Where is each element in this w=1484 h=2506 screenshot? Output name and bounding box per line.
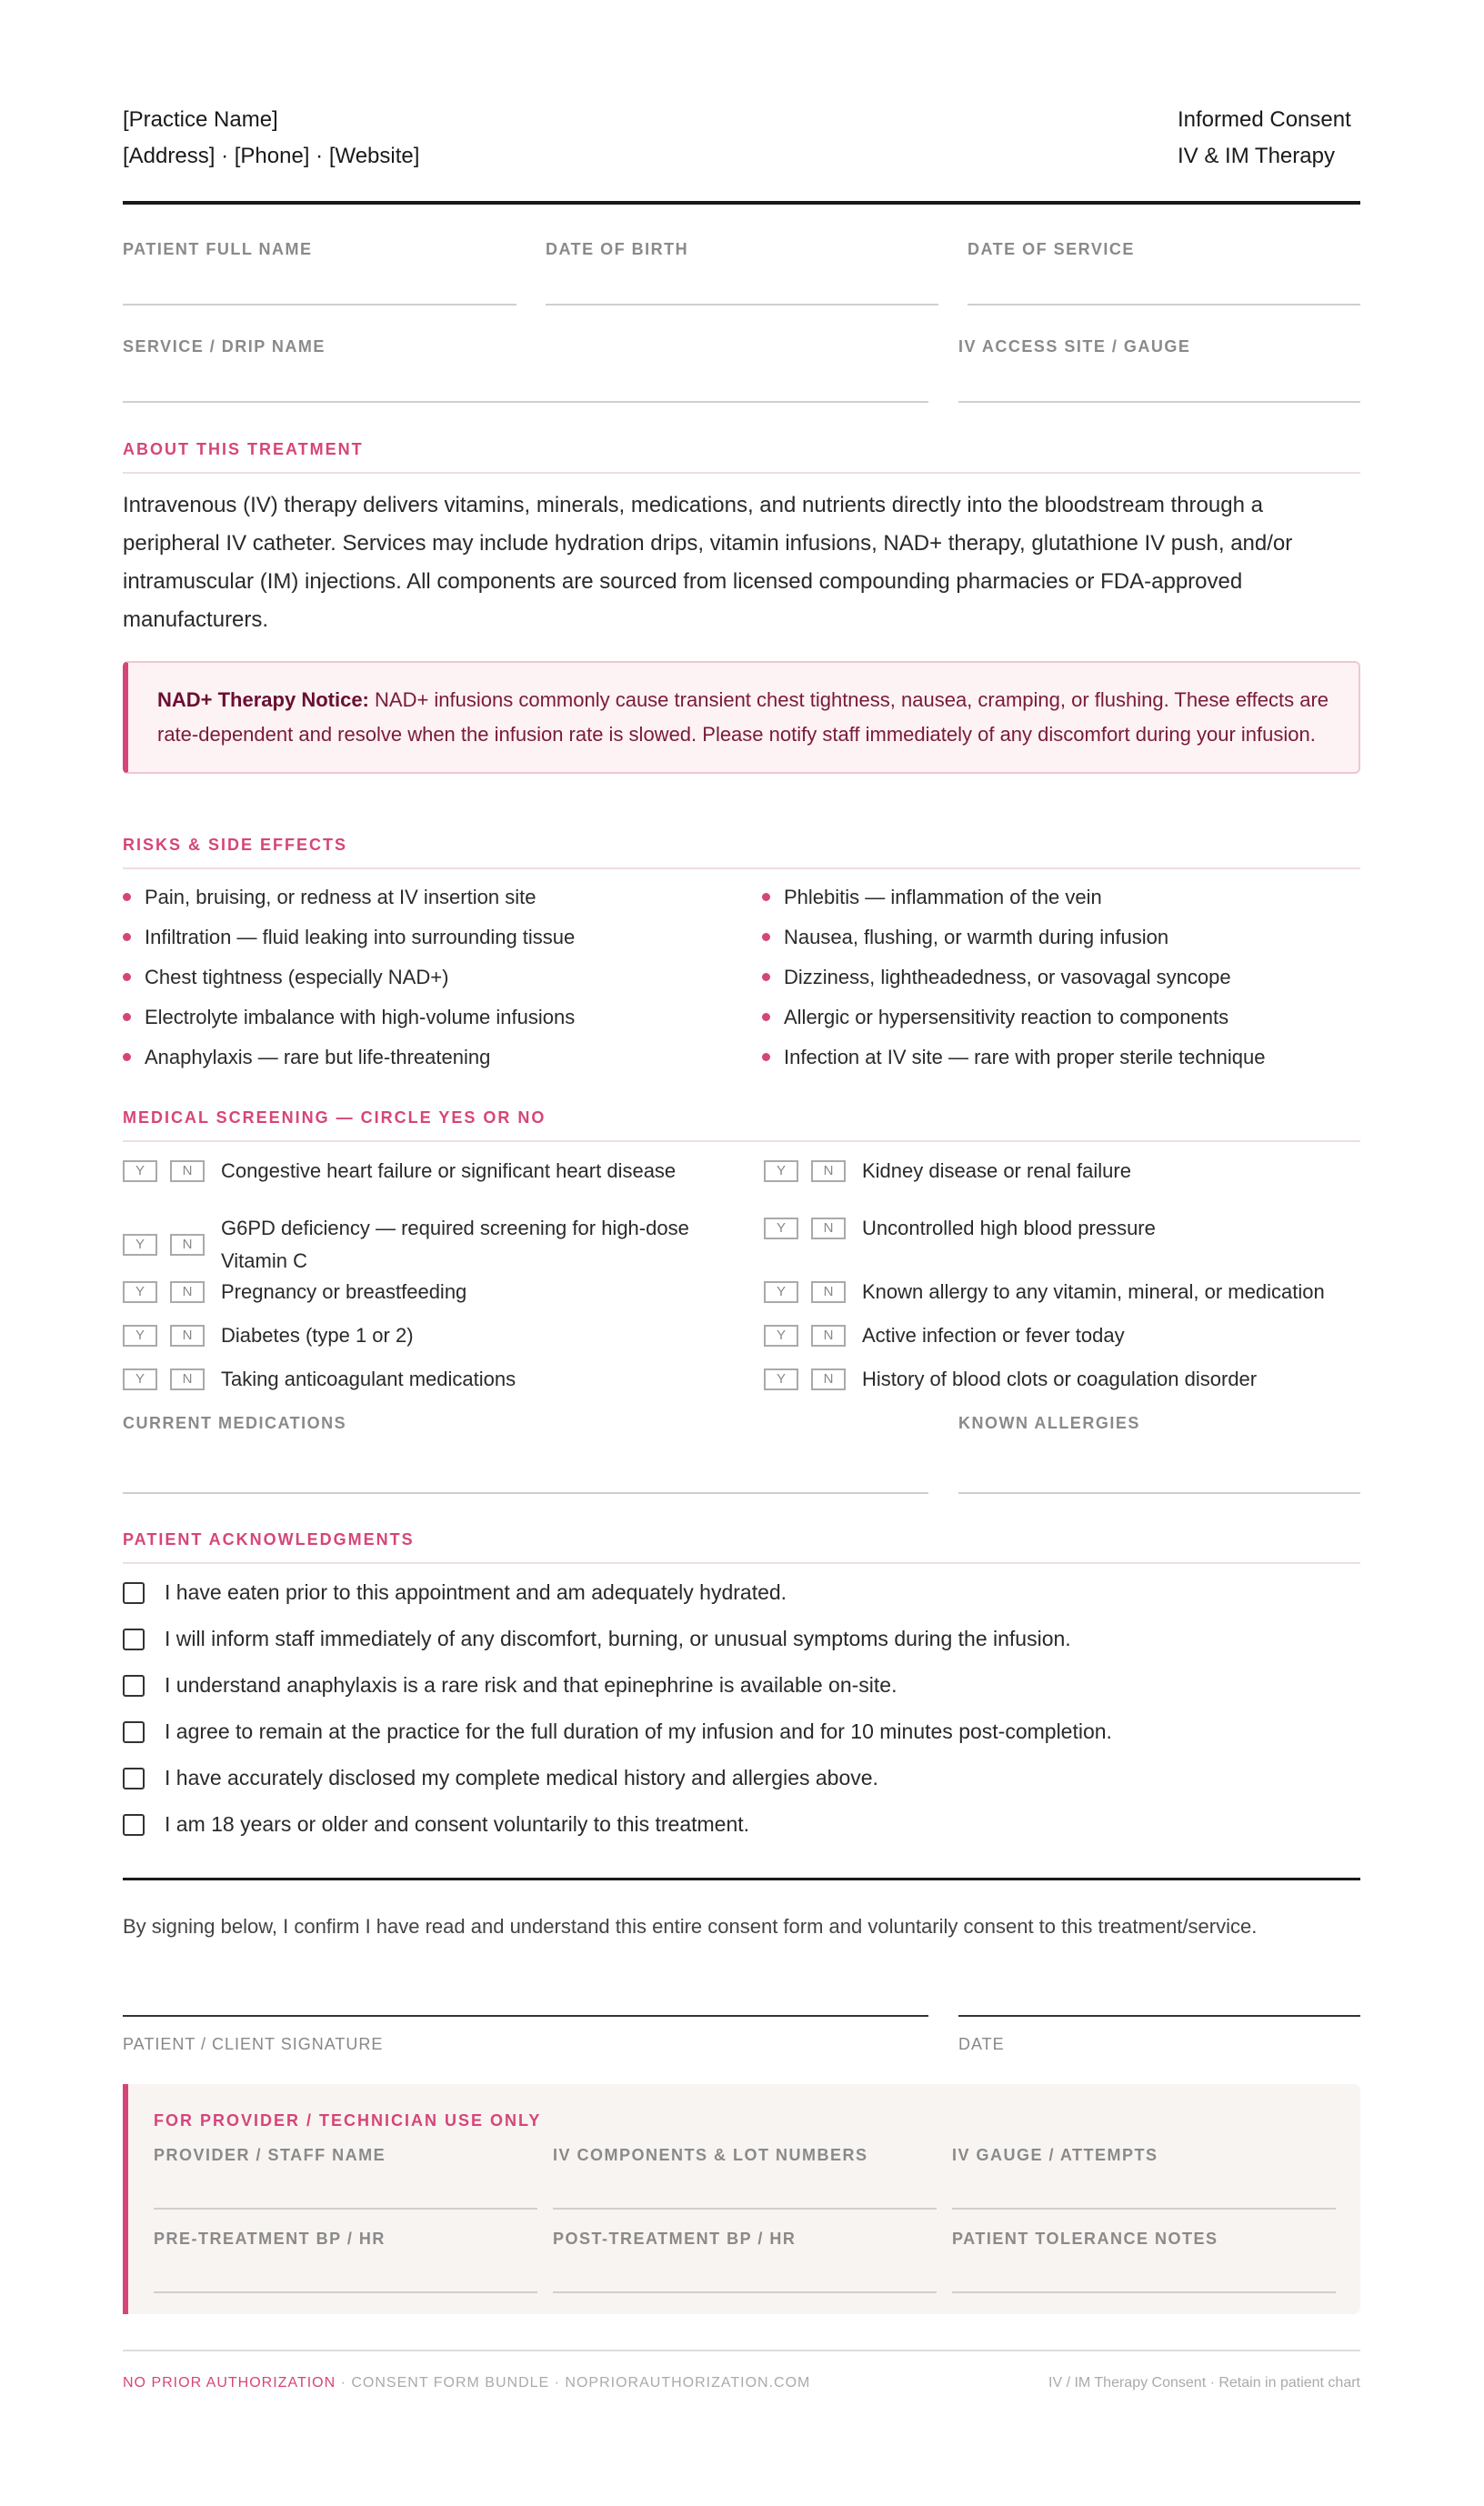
- practice-name: [Practice Name]: [123, 107, 278, 132]
- dob-field[interactable]: [546, 240, 938, 306]
- website: [Website]: [328, 144, 420, 168]
- field-label: PATIENT FULL NAME: [123, 240, 313, 258]
- risk-item: Dizziness, lightheadedness, or vasovagal syncope: [762, 966, 1231, 989]
- footer-right: IV / IM Therapy Consent · Retain in patient chart: [1048, 2375, 1360, 2391]
- field-label: DATE OF BIRTH: [546, 240, 689, 258]
- screening-label: Taking anticoagulant medications: [221, 1368, 516, 1390]
- screening-label: Active infection or fever today: [862, 1324, 1125, 1347]
- checkbox[interactable]: [123, 1629, 145, 1650]
- about-text: Intravenous (IV) therapy delivers vitamins, minerals, medications, and nutrients directly into the bloodstream through a peripheral IV catheter. Services may include hydration drips, vitamin infusions, NAD+ therapy, glutathione IV push, and/or intramuscular (IM) injections. All components are sourced from licensed compounding pharmacies or FDA-approved manufacturers.: [123, 493, 1293, 632]
- doc-subtitle: IV & IM Therapy: [1178, 144, 1335, 168]
- section-heading: ABOUT THIS TREATMENT: [123, 440, 364, 458]
- field-label: DATE OF SERVICE: [968, 240, 1135, 258]
- iv-site-field[interactable]: [958, 337, 1360, 403]
- risk-item: Pain, bruising, or redness at IV insertion site: [123, 886, 536, 909]
- screening-item: [764, 1276, 1364, 1308]
- service-field[interactable]: [123, 337, 928, 403]
- field-label: DATE: [958, 2035, 1005, 2053]
- screening-item: [123, 1212, 705, 1278]
- screening-label: Kidney disease or renal failure: [862, 1159, 1131, 1182]
- screening-heading: [123, 1108, 1360, 1142]
- screening-label: Pregnancy or breastfeeding: [221, 1280, 467, 1303]
- yes-option[interactable]: Y: [123, 1325, 157, 1347]
- no-option[interactable]: N: [170, 1160, 205, 1182]
- section-heading: PATIENT ACKNOWLEDGMENTS: [123, 1530, 415, 1549]
- field-label: POST-TREATMENT BP / HR: [553, 2230, 797, 2248]
- acknowledgment-label: I agree to remain at the practice for the full duration of my infusion and for 10 minutes post-completion.: [165, 1719, 1112, 1743]
- patient-name-field[interactable]: [123, 240, 516, 306]
- acknowledgment-label: I have eaten prior to this appointment and am adequately hydrated.: [165, 1580, 787, 1604]
- section-heading: FOR PROVIDER / TECHNICIAN USE ONLY: [154, 2111, 542, 2130]
- field-label: PRE-TREATMENT BP / HR: [154, 2230, 386, 2248]
- field-label: PATIENT / CLIENT SIGNATURE: [123, 2035, 384, 2053]
- screening-label: Known allergy to any vitamin, mineral, or medication: [862, 1280, 1325, 1303]
- acknowledgment-item: [123, 1627, 1071, 1651]
- signature-field[interactable]: [123, 2015, 928, 2060]
- checkbox[interactable]: [123, 1814, 145, 1836]
- date-field[interactable]: [958, 2015, 1360, 2060]
- yes-option[interactable]: Y: [123, 1281, 157, 1303]
- risk-item: Allergic or hypersensitivity reaction to components: [762, 1006, 1228, 1029]
- acknowledgment-label: I am 18 years or older and consent voluntarily to this treatment.: [165, 1812, 750, 1836]
- yes-option[interactable]: Y: [123, 1160, 157, 1182]
- screening-label: Diabetes (type 1 or 2): [221, 1324, 414, 1347]
- yes-option[interactable]: Y: [764, 1218, 798, 1239]
- sign-statement: By signing below, I confirm I have read and understand this entire consent form and voluntarily consent to this treatment/service.: [123, 1915, 1258, 1938]
- provider-field[interactable]: [952, 2146, 1336, 2210]
- footer-text: · CONSENT FORM BUNDLE · NOPRIORAUTHORIZATION.COM: [336, 2375, 811, 2391]
- screening-item: [764, 1155, 1364, 1188]
- phone: [Phone]: [234, 144, 310, 168]
- section-heading: MEDICAL SCREENING — CIRCLE YES OR NO: [123, 1108, 546, 1127]
- no-option[interactable]: N: [811, 1160, 846, 1182]
- acknowledgment-label: I understand anaphylaxis is a rare risk and that epinephrine is available on-site.: [165, 1673, 897, 1697]
- acknowledgment-item: [123, 1766, 878, 1790]
- screening-label: Uncontrolled high blood pressure: [862, 1217, 1156, 1239]
- screening-item: [764, 1319, 1364, 1352]
- provider-field[interactable]: [952, 2230, 1336, 2293]
- known-allergies-field[interactable]: [958, 1414, 1360, 1494]
- screening-item: [764, 1363, 1364, 1396]
- risk-item: Nausea, flushing, or warmth during infusion: [762, 926, 1168, 949]
- checkbox[interactable]: [123, 1721, 145, 1743]
- risks-heading: [123, 836, 1360, 869]
- risk-item: Phlebitis — inflammation of the vein: [762, 886, 1102, 909]
- acknowledgment-label: I have accurately disclosed my complete medical history and allergies above.: [165, 1766, 878, 1789]
- yes-option[interactable]: Y: [764, 1160, 798, 1182]
- field-label: IV GAUGE / ATTEMPTS: [952, 2146, 1158, 2164]
- screening-label: G6PD deficiency — required screening for high-dose Vitamin C: [221, 1217, 689, 1272]
- separator: ·: [221, 144, 229, 168]
- screening-item: [123, 1276, 705, 1308]
- practice-contact: [123, 138, 1360, 175]
- notice-label: NAD+ Therapy Notice:: [157, 688, 369, 711]
- acknowledgment-item: [123, 1719, 1112, 1744]
- screening-item: [764, 1212, 1364, 1245]
- risk-item: Electrolyte imbalance with high-volume infusions: [123, 1006, 575, 1029]
- section-heading: RISKS & SIDE EFFECTS: [123, 836, 348, 854]
- risk-item: Infection at IV site — rare with proper sterile technique: [762, 1046, 1265, 1069]
- doc-title: Informed Consent: [1178, 107, 1351, 132]
- notice-text: NAD+ infusions commonly cause transient chest tightness, nausea, cramping, or flushing. These effects are rate-dependent and resolve when the infusion rate is slowed. Please notify staff immediately of any discomfort during your infusion.: [157, 688, 1329, 746]
- field-label: KNOWN ALLERGIES: [958, 1414, 1140, 1432]
- acknowledgment-label: I will inform staff immediately of any discomfort, burning, or unusual symptoms during the infusion.: [165, 1627, 1071, 1650]
- provider-section: [123, 2084, 1360, 2314]
- header-rule: [123, 201, 1360, 205]
- no-option[interactable]: N: [811, 1218, 846, 1239]
- acknowledgment-item: [123, 1812, 749, 1837]
- acknowledgment-item: [123, 1673, 897, 1698]
- no-option[interactable]: N: [170, 1325, 205, 1347]
- field-label: IV ACCESS SITE / GAUGE: [958, 337, 1191, 356]
- checkbox[interactable]: [123, 1582, 145, 1604]
- address: [Address]: [123, 144, 216, 168]
- provider-field[interactable]: [154, 2230, 537, 2293]
- no-option[interactable]: N: [170, 1281, 205, 1303]
- current-medications-field[interactable]: [123, 1414, 928, 1494]
- provider-field[interactable]: [553, 2146, 937, 2210]
- footer-rule: [123, 2350, 1360, 2351]
- screening-label: Congestive heart failure or significant heart disease: [221, 1159, 677, 1182]
- provider-field[interactable]: [553, 2230, 937, 2293]
- field-label: PROVIDER / STAFF NAME: [154, 2146, 386, 2164]
- field-label: CURRENT MEDICATIONS: [123, 1414, 347, 1432]
- about-section: [123, 440, 1360, 774]
- risk-item: Chest tightness (especially NAD+): [123, 966, 448, 989]
- footer-left: [123, 2375, 810, 2391]
- acknowledgment-item: [123, 1580, 787, 1605]
- risk-item: Anaphylaxis — rare but life-threatening: [123, 1046, 490, 1069]
- footer-brand: NO PRIOR AUTHORIZATION: [123, 2375, 336, 2391]
- ack-heading: [123, 1530, 1360, 1564]
- yes-option[interactable]: Y: [764, 1281, 798, 1303]
- screening-item: [123, 1363, 705, 1396]
- no-option[interactable]: N: [811, 1325, 846, 1347]
- yes-option[interactable]: Y: [123, 1234, 157, 1256]
- screening-item: [123, 1155, 705, 1188]
- screening-label: History of blood clots or coagulation disorder: [862, 1368, 1258, 1390]
- provider-field[interactable]: [154, 2146, 537, 2210]
- header: [123, 102, 1360, 175]
- no-option[interactable]: N: [811, 1368, 846, 1390]
- field-label: SERVICE / DRIP NAME: [123, 337, 326, 356]
- risk-item: Infiltration — fluid leaking into surrounding tissue: [123, 926, 575, 949]
- yes-option[interactable]: Y: [764, 1325, 798, 1347]
- signature-rule: [123, 1878, 1360, 1880]
- checkbox[interactable]: [123, 1675, 145, 1697]
- separator: ·: [316, 144, 324, 168]
- yes-option[interactable]: Y: [123, 1368, 157, 1390]
- dos-field[interactable]: [968, 240, 1360, 306]
- no-option[interactable]: N: [811, 1281, 846, 1303]
- no-option[interactable]: N: [170, 1368, 205, 1390]
- field-label: IV COMPONENTS & LOT NUMBERS: [553, 2146, 868, 2164]
- checkbox[interactable]: [123, 1768, 145, 1789]
- field-label: PATIENT TOLERANCE NOTES: [952, 2230, 1218, 2248]
- nad-notice: [123, 661, 1360, 774]
- screening-item: [123, 1319, 705, 1352]
- no-option[interactable]: N: [170, 1234, 205, 1256]
- yes-option[interactable]: Y: [764, 1368, 798, 1390]
